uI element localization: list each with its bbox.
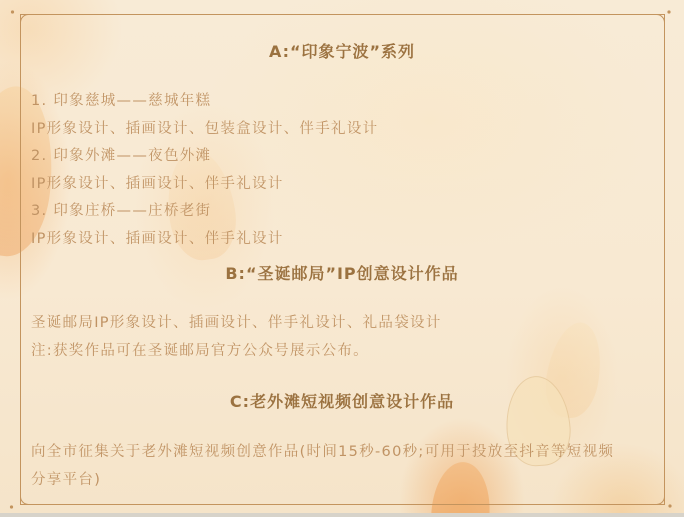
body-line: 分享平台) bbox=[31, 471, 102, 488]
body-line: 3. 印象庄桥——庄桥老街 bbox=[31, 203, 212, 220]
section-a-heading: A:“印象宁波”系列 bbox=[268, 42, 416, 61]
body-line: 注:获奖作品可在圣诞邮局官方公众号展示公布。 bbox=[31, 342, 369, 359]
corner-dot bbox=[667, 10, 670, 13]
section-a-body bbox=[31, 88, 378, 254]
body-line: 1. 印象慈城——慈城年糕 bbox=[31, 93, 212, 109]
body-line: IP形象设计、插画设计、伴手礼设计 bbox=[31, 175, 284, 192]
section-b-heading: B:“圣诞邮局”IP创意设计作品 bbox=[225, 264, 459, 283]
corner-flourish-bottom-right bbox=[657, 497, 665, 505]
body-line: 2. 印象外滩——夜色外滩 bbox=[31, 148, 212, 165]
section-b-body bbox=[31, 310, 442, 365]
corner-flourish-bottom-left bbox=[21, 497, 29, 505]
section-c-heading: C:老外滩短视频创意设计作品 bbox=[229, 392, 455, 411]
corner-flourish-top-left bbox=[21, 15, 29, 23]
corner-dot bbox=[668, 504, 671, 507]
bottom-edge-strip bbox=[0, 513, 684, 517]
body-line: 圣诞邮局IP形象设计、插画设计、伴手礼设计、礼品袋设计 bbox=[31, 315, 442, 331]
body-line: 向全市征集关于老外滩短视频创意作品(时间15秒-60秒;可用于投放至抖音等短视频 bbox=[31, 444, 615, 460]
corner-dot bbox=[11, 10, 14, 13]
corner-dot bbox=[10, 505, 13, 508]
body-line: IP形象设计、插画设计、包装盒设计、伴手礼设计 bbox=[31, 120, 379, 137]
body-line: IP形象设计、插画设计、伴手礼设计 bbox=[31, 230, 284, 247]
section-c-body bbox=[31, 439, 614, 494]
corner-flourish-top-right bbox=[657, 15, 665, 23]
